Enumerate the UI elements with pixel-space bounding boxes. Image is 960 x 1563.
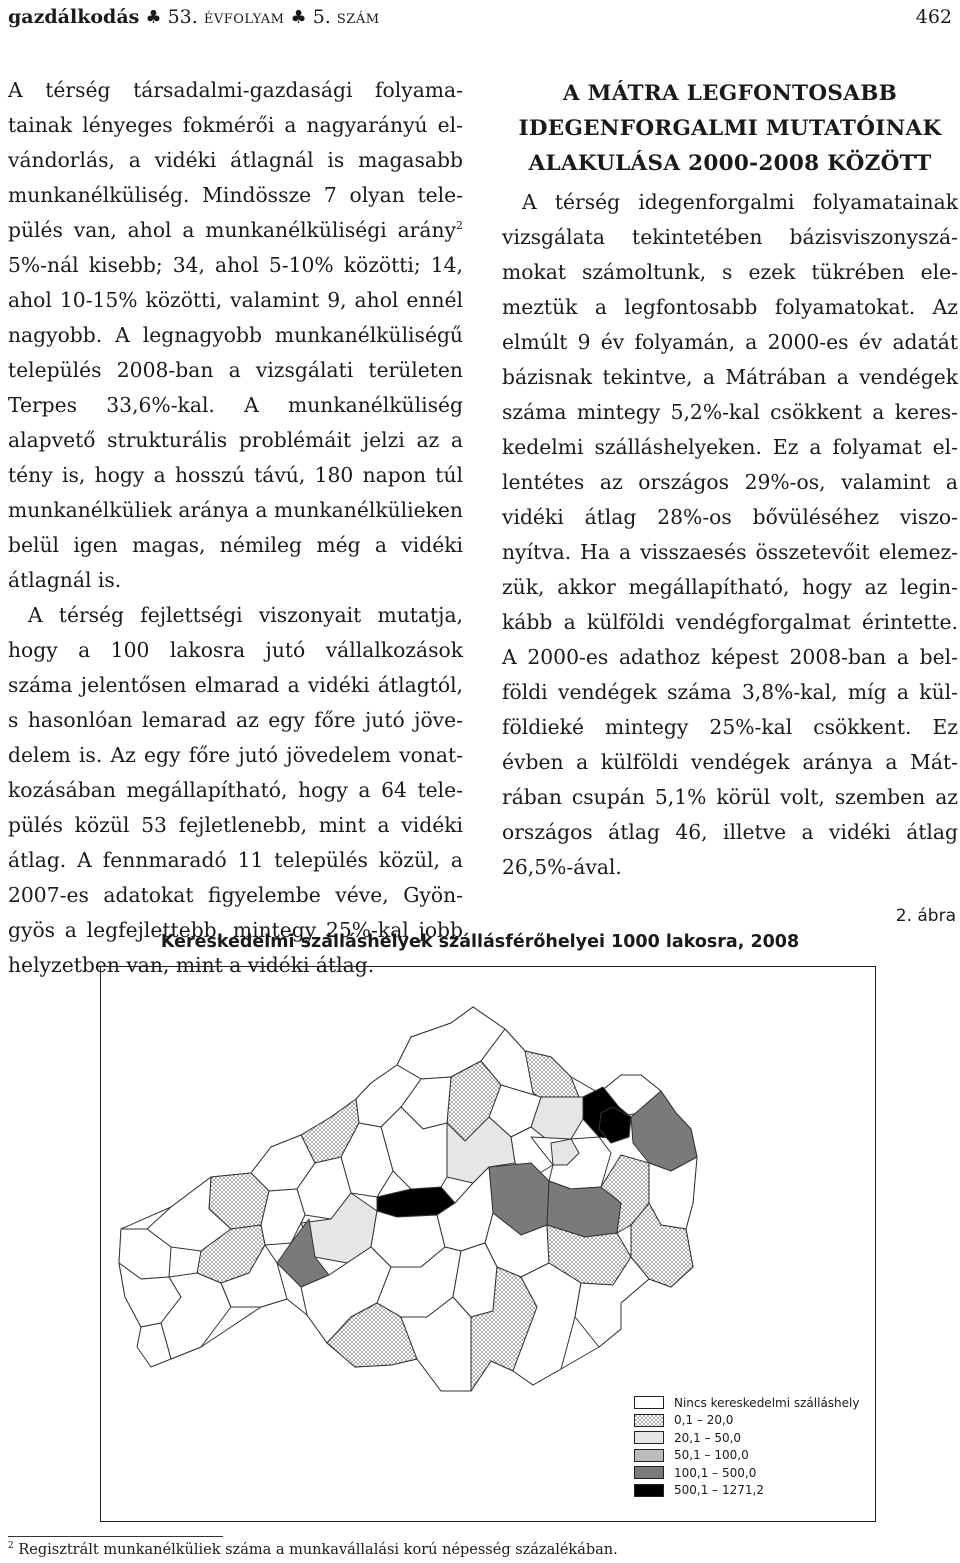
figure-title: Kereskedelmi szálláshelyek szállásférőhelyei 1000 lakosra, 2008: [160, 932, 800, 952]
club-icon: ♣: [145, 7, 162, 28]
legend-item: [634, 1482, 864, 1500]
left-column: [8, 73, 463, 983]
legend-swatch: [634, 1396, 664, 1409]
legend-item: [634, 1412, 864, 1430]
footnote-divider: [8, 1536, 223, 1537]
map-legend: [634, 1394, 864, 1499]
legend-label: 100,1 – 500,0: [674, 1465, 757, 1480]
club-icon: ♣: [290, 7, 307, 28]
volume-number: 53.: [167, 6, 198, 28]
footnote: [8, 1541, 618, 1558]
left-paragraph-1-text-b: 5%-nál kisebb; 34, ahol 5-10% közötti; 14, ahol 10-15% közötti, valamint 9, ahol ennél nagyobb. A legnagyobb munkanélküliségű település 2008-ban a vizsgálati területen Terpes 33,6%-kal. A munkanélküliség alapvető strukturális problémáit jelzi az a tény is, hogy a hosszú távú, 180 napon túl munkanélküliek aránya a munkanélkülieken belül igen magas, némileg még a vidéki átlagnál is.: [8, 253, 463, 592]
right-paragraph-1: A térség idegenforgalmi folyamatainak vizsgálata tekintetében bázisviszonyszámokat számoltunk, s ezek tükrében elemeztük a legfontosabb folyamatokat. Az elmúlt 9 év folyamán, a 2000-es év adatát bázisnak tekintve, a Mátrában a vendégek száma mintegy 5,2%-kal csökkent a kereskedelmi szálláshelyeken. Ez a folyamat ellentétes az országos 29%-os, valamint a vidéki átlag 28%-os bővüléséhez viszonyítva. Ha a visszaesés összetevőit elemezzük, akkor megállapítható, hogy az leginkább a külföldi vendégforgalmat érintette. A 2000-es adathoz képest 2008-ban a belföldi vendégek száma 3,8%-kal, míg a külföldieké mintegy 25%-kal csökkent. Ez évben a külföldi vendégek aránya a Mátrában csupán 5,1% körül volt, szemben az országos átlag 46, illetve a vidéki átlag 26,5%-ával.: [502, 190, 958, 879]
running-header: [8, 2, 952, 32]
page-number: 462: [915, 6, 952, 28]
left-paragraph-1-text-a: A térség társadalmi-gazdasági folyamatainak lényeges fokmérői a nagyarányú elvándorlás, a vidéki átlagnál is magasabb munkanélküliség. Mindössze 7 olyan település van, ahol a munkanélküliségi arány: [8, 78, 463, 242]
journal-name: gazdálkodás: [8, 6, 140, 28]
volume-label: ÉVFOLYAM: [203, 12, 285, 27]
footnote-ref: 2: [456, 219, 463, 233]
right-column: [502, 185, 958, 885]
footnote-marker: 2: [8, 1541, 14, 1551]
legend-item: [634, 1447, 864, 1465]
legend-swatch: [634, 1484, 664, 1497]
left-paragraph-2: A térség fejlettségi viszonyait mutatja, hogy a 100 lakosra jutó vállalkozások száma jelentősen elmarad a vidéki átlagtól, s hasonlóan lemarad az egy főre jutó jövedelem is. Az egy főre jutó jövedelem vonatkozásában megállapítható, hogy a 64 település közül 53 fejletlenebb, mint a vidéki átlag. A fennmaradó 11 település közül, a 2007-es adatokat figyelembe véve, Gyöngyös a legfejlettebb, mintegy 25%-kal jobb helyzetben van, mint a vidéki átlag.: [8, 603, 463, 977]
legend-swatch: [634, 1449, 664, 1462]
issue-label: SZÁM: [336, 12, 380, 27]
figure-number: 2. ábra: [895, 906, 956, 926]
legend-label: 500,1 – 1271,2: [674, 1483, 764, 1498]
section-title-line-1: A MÁTRA LEGFONTOSABB: [562, 81, 898, 106]
issue-number: 5.: [312, 6, 331, 28]
legend-label: 20,1 – 50,0: [674, 1430, 742, 1445]
left-paragraph-1: [8, 73, 463, 598]
legend-swatch: [634, 1414, 664, 1427]
legend-label: 50,1 – 100,0: [674, 1448, 749, 1463]
section-title: [500, 76, 960, 181]
legend-label: Nincs kereskedelmi szálláshely: [674, 1395, 860, 1410]
legend-item: [634, 1394, 864, 1412]
legend-label: 0,1 – 20,0: [674, 1413, 734, 1428]
section-title-line-2: IDEGENFORGALMI MUTATÓINAK: [518, 116, 942, 141]
footnote-text: Regisztrált munkanélküliek száma a munkavállalási korú népesség százalékában.: [13, 1541, 618, 1558]
legend-swatch: [634, 1431, 664, 1444]
legend-item: [634, 1464, 864, 1482]
section-title-line-3: ALAKULÁSA 2000-2008 KÖZÖTT: [528, 151, 932, 176]
legend-swatch: [634, 1466, 664, 1479]
journal-info: [8, 6, 380, 28]
legend-item: [634, 1429, 864, 1447]
